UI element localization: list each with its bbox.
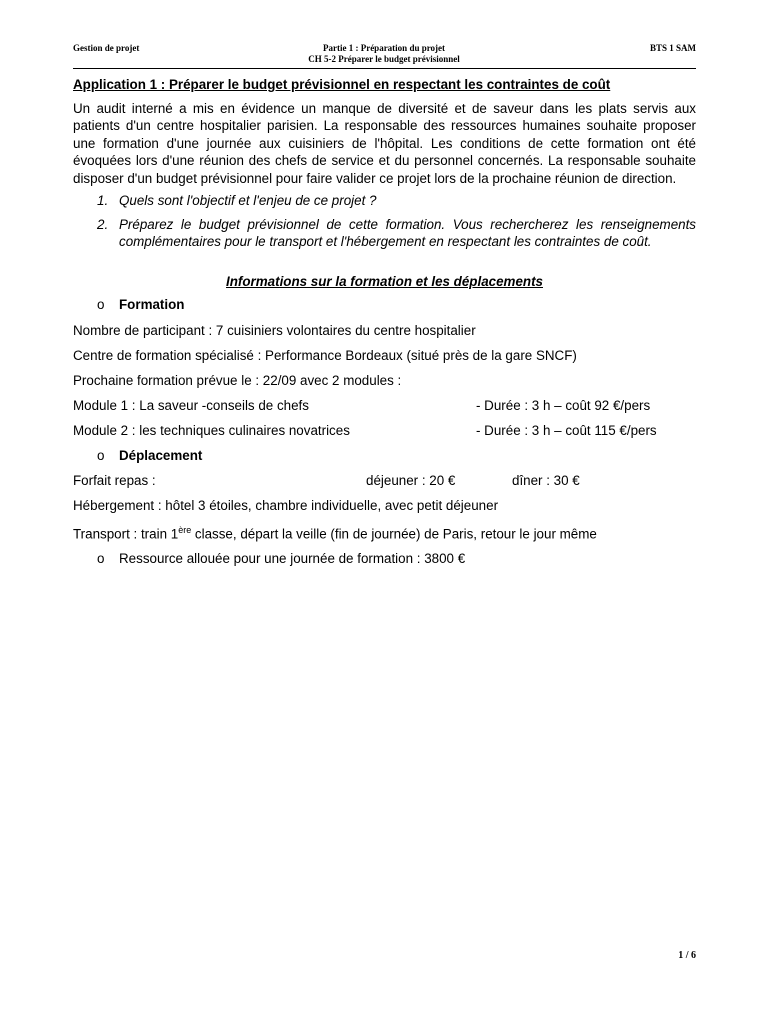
meal-label: Forfait repas : xyxy=(73,473,156,488)
deplacement-heading-label: Déplacement xyxy=(119,447,203,463)
circle-bullet-icon: o xyxy=(97,297,105,312)
circle-bullet-icon: o xyxy=(97,447,105,463)
document-body xyxy=(73,76,696,568)
intro-paragraph: Un audit interné a mis en évidence un manque de diversité et de saveur dans les plats servis aux patients d'un centre hospitalier parisien. La responsable des ressources humaines souhaite proposer une formation d'une journée aux cuisiniers de l'hôpital. Les conditions de cette formation ont été évoquées lors d'une réunion des chefs de service et du personnel concernés. La responsable souhaite disposer d'un budget prévisionnel pour faire valider ce projet lors de la prochaine réunion de direction. xyxy=(73,100,696,186)
ressource-line xyxy=(73,550,696,568)
dinner-price: dîner : 30 € xyxy=(512,473,580,488)
module-detail: - Durée : 3 h – coût 115 €/pers xyxy=(476,422,657,438)
header-part-title: Partie 1 : Préparation du projet xyxy=(322,43,446,53)
participants-line: Nombre de participant : 7 cuisiniers volontaires du centre hospitalier xyxy=(73,322,476,338)
transport-superscript: ère xyxy=(178,525,192,535)
application-title: Application 1 : Préparer le budget prévisionnel en respectant les contraintes de coût xyxy=(73,77,611,92)
question-item xyxy=(73,216,696,251)
header-chapter-title: CH 5-2 Préparer le budget prévisionnel xyxy=(308,54,460,64)
lunch-price: déjeuner : 20 € xyxy=(366,473,456,488)
question-text: Préparez le budget prévisionnel de cette formation. Vous rechercherez les renseignements complémentaires pour le transport et l'hébergement en respectant les contraintes de coût. xyxy=(119,216,696,249)
hebergement-line: Hébergement : hôtel 3 étoiles, chambre individuelle, avec petit déjeuner xyxy=(73,498,499,513)
centre-line: Centre de formation spécialisé : Performance Bordeaux (situé près de la gare SNCF) xyxy=(73,347,577,363)
header-divider xyxy=(73,68,696,69)
formation-heading-label: Formation xyxy=(119,297,185,312)
module-name: Module 1 : La saveur -conseils de chefs xyxy=(73,397,309,413)
module-line xyxy=(73,397,696,415)
header-left: Gestion de projet xyxy=(73,43,140,53)
deplacement-heading xyxy=(73,447,696,465)
date-line: Prochaine formation prévue le : 22/09 avec 2 modules : xyxy=(73,372,402,388)
meal-line xyxy=(73,472,696,490)
question-item xyxy=(73,192,696,210)
transport-line xyxy=(73,522,696,543)
question-text: Quels sont l'objectif et l'enjeu de ce projet ? xyxy=(119,193,377,208)
ressource-text: Ressource allouée pour une journée de formation : 3800 € xyxy=(119,551,466,567)
question-number: 1. xyxy=(97,193,109,208)
question-list xyxy=(73,192,696,251)
formation-heading xyxy=(73,296,696,314)
header-right: BTS 1 SAM xyxy=(649,43,696,53)
info-section-title: Informations sur la formation et les déplacements xyxy=(226,273,543,289)
module-name: Module 2 : les techniques culinaires novatrices xyxy=(73,422,350,438)
page-number: 1 / 6 xyxy=(678,950,696,961)
transport-text-start: Transport : train 1 xyxy=(73,526,179,542)
circle-bullet-icon: o xyxy=(97,551,105,567)
transport-text-end: classe, départ la veille (fin de journée) de Paris, retour le jour même xyxy=(191,526,597,542)
module-line xyxy=(73,422,696,440)
question-number: 2. xyxy=(97,216,109,232)
module-detail: - Durée : 3 h – coût 92 €/pers xyxy=(476,397,651,413)
header-center xyxy=(200,43,568,65)
